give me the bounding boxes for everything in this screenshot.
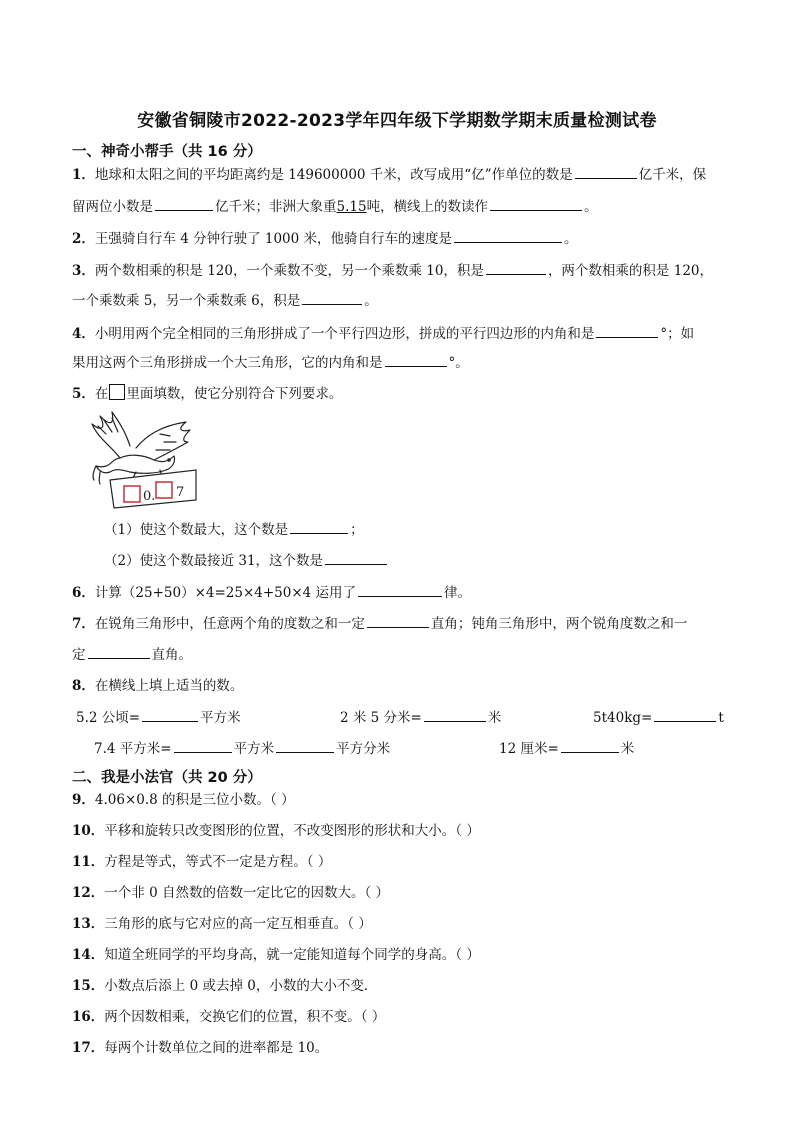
underlined-number: 5.15 bbox=[336, 199, 367, 215]
item-text: 米 bbox=[620, 741, 635, 757]
question-number: 2． bbox=[72, 231, 95, 247]
answer-blank[interactable] bbox=[155, 196, 213, 211]
question-text: °；如 bbox=[660, 326, 695, 342]
question-text: 吨，横线上的数读作 bbox=[366, 199, 489, 215]
answer-blank[interactable] bbox=[561, 738, 619, 753]
answer-blank[interactable] bbox=[454, 228, 562, 243]
question-text: 律。 bbox=[444, 585, 472, 601]
question-4-line-2 bbox=[72, 352, 469, 373]
question-1-line-2 bbox=[72, 196, 598, 217]
question-text: 两个数相乘的积是 120，一个乘数不变，另一个乘数乘 10，积是 bbox=[94, 263, 484, 279]
question-text: 留两位小数是 bbox=[72, 199, 153, 215]
question-number: 9． bbox=[72, 792, 95, 808]
question-number: 16． bbox=[72, 1009, 105, 1025]
question-number: 6． bbox=[72, 585, 95, 601]
sign-text-end: 7 bbox=[176, 485, 185, 500]
question-text: 地球和太阳之间的平均距离约是 149600000 千米，改写成用“亿”作单位的数是 bbox=[94, 167, 573, 183]
question-text: 在横线上填上适当的数。 bbox=[94, 678, 244, 694]
question-text: 亿千米；非洲大象重 bbox=[215, 199, 337, 215]
question-16 bbox=[72, 1007, 385, 1027]
question-number: 11． bbox=[72, 854, 105, 870]
question-text: 果用这两个三角形拼成一个大三角形，它的内角和是 bbox=[72, 355, 383, 371]
answer-blank[interactable] bbox=[88, 644, 150, 659]
question-text: 方程是等式，等式不一定是方程。（ ） bbox=[104, 854, 332, 870]
answer-blank[interactable] bbox=[486, 260, 546, 275]
conversion-item-3 bbox=[593, 707, 724, 728]
answer-blank[interactable] bbox=[596, 323, 658, 338]
question-text: 亿千米，保 bbox=[638, 167, 707, 183]
answer-blank[interactable] bbox=[142, 707, 198, 722]
question-11 bbox=[72, 852, 331, 872]
question-text: ，两个数相乘的积是 120， bbox=[547, 263, 713, 279]
question-4-line-1 bbox=[72, 323, 694, 344]
question-1-line-1 bbox=[72, 164, 706, 185]
question-text: 里面填数，使它分别符合下列要求。 bbox=[126, 386, 343, 402]
item-text: 平方分米 bbox=[336, 741, 391, 757]
question-text: 每两个计数单位之间的进率都是 10。 bbox=[104, 1040, 329, 1056]
answer-blank[interactable] bbox=[325, 550, 387, 565]
question-number: 5． bbox=[72, 386, 95, 402]
item-text: 5t40kg= bbox=[593, 710, 653, 726]
answer-blank[interactable] bbox=[385, 352, 447, 367]
question-12 bbox=[72, 883, 389, 903]
item-text: t bbox=[718, 710, 724, 726]
exam-title: 安徽省铜陵市2022-2023学年四年级下学期数学期末质量检测试卷 bbox=[137, 111, 657, 131]
answer-blank[interactable] bbox=[575, 164, 637, 179]
question-number: 1． bbox=[72, 167, 95, 183]
answer-blank[interactable] bbox=[276, 738, 334, 753]
conversion-item-5 bbox=[499, 738, 634, 759]
dove-right-wing bbox=[136, 422, 190, 460]
question-8 bbox=[72, 676, 243, 696]
question-text: 王强骑自行车 4 分钟行驶了 1000 米，他骑自行车的速度是 bbox=[94, 231, 453, 247]
item-text: 米 bbox=[487, 710, 502, 726]
item-text: 2 米 5 分米= bbox=[340, 710, 422, 726]
question-text: ； bbox=[350, 522, 364, 538]
question-text: 直角；钝角三角形中，两个锐角度数之和一 bbox=[430, 616, 688, 632]
question-17 bbox=[72, 1038, 328, 1058]
question-number: 15． bbox=[72, 978, 105, 994]
question-6 bbox=[72, 582, 471, 603]
question-3-line-2 bbox=[72, 290, 378, 311]
answer-blank[interactable] bbox=[367, 613, 429, 628]
question-number: 4． bbox=[72, 326, 95, 342]
question-7-line-2 bbox=[72, 644, 192, 665]
question-text: 两个因数相乘，交换它们的位置，积不变。（ ） bbox=[104, 1009, 386, 1025]
question-number: 10． bbox=[72, 823, 105, 839]
question-2 bbox=[72, 228, 578, 249]
question-text: 一个非 0 自然数的倍数一定比它的因数大。（ ） bbox=[104, 885, 390, 901]
question-number: 8． bbox=[72, 678, 95, 694]
question-number: 14． bbox=[72, 947, 105, 963]
question-text: 知道全班同学的平均身高，就一定能知道每个同学的身高。（ ） bbox=[104, 947, 480, 963]
question-text: 在 bbox=[94, 386, 109, 402]
section-2-heading: 二、我是小法官（共 20 分） bbox=[72, 770, 262, 786]
answer-blank[interactable] bbox=[290, 519, 348, 534]
question-13 bbox=[72, 914, 372, 934]
item-text: 5.2 公顷= bbox=[76, 710, 141, 726]
item-text: 12 厘米= bbox=[499, 741, 559, 757]
question-text: 三角形的底与它对应的高一定互相垂直。（ ） bbox=[104, 916, 372, 932]
question-text: 。 bbox=[564, 231, 578, 247]
answer-blank[interactable] bbox=[654, 707, 716, 722]
question-text: 在锐角三角形中，任意两个角的度数之和一定 bbox=[94, 616, 365, 632]
question-text: 小明用两个完全相同的三角形拼成了一个平行四边形，拼成的平行四边形的内角和是 bbox=[94, 326, 595, 342]
question-number: 13． bbox=[72, 916, 105, 932]
fill-box-icon bbox=[109, 384, 125, 400]
question-5 bbox=[72, 384, 342, 404]
question-number: 12． bbox=[72, 885, 105, 901]
item-text: 平方米 bbox=[200, 710, 241, 726]
question-text: 一个乘数乘 5，另一个乘数乘 6，积是 bbox=[72, 293, 301, 309]
dove-left-wing bbox=[92, 412, 130, 458]
question-text: °。 bbox=[448, 355, 469, 371]
conversion-item-4 bbox=[94, 738, 390, 759]
question-text: 直角。 bbox=[151, 647, 192, 663]
question-14 bbox=[72, 945, 480, 965]
question-number: 7． bbox=[72, 616, 95, 632]
question-text: 平移和旋转只改变图形的位置，不改变图形的形状和大小。（ ） bbox=[104, 823, 480, 839]
question-text: （2）使这个数最接近 31，这个数是 bbox=[104, 553, 324, 569]
question-15 bbox=[72, 976, 377, 996]
item-text: 7.4 平方米= bbox=[94, 741, 172, 757]
question-3-line-1 bbox=[72, 260, 713, 281]
question-text: 计算（25+50）×4=25×4+50×4 运用了 bbox=[94, 585, 357, 601]
question-5-sub-2 bbox=[104, 550, 389, 571]
question-number: 17． bbox=[72, 1040, 105, 1056]
conversion-item-1 bbox=[76, 707, 241, 728]
question-text: 小数点后添上 0 或去掉 0，小数的大小不变． bbox=[104, 978, 378, 994]
question-9 bbox=[72, 790, 295, 810]
conversion-item-2 bbox=[340, 707, 501, 728]
dove-holding-sign-illustration bbox=[90, 410, 200, 510]
question-number: 3． bbox=[72, 263, 95, 279]
question-text: 。 bbox=[584, 199, 598, 215]
question-text: 。 bbox=[364, 293, 378, 309]
question-7-line-1 bbox=[72, 613, 687, 634]
answer-blank[interactable] bbox=[358, 582, 442, 597]
answer-blank[interactable] bbox=[490, 196, 582, 211]
answer-blank[interactable] bbox=[302, 290, 362, 305]
question-text: （1）使这个数最大，这个数是 bbox=[104, 522, 289, 538]
dove-body bbox=[96, 455, 175, 473]
answer-blank[interactable] bbox=[174, 738, 232, 753]
question-5-sub-1 bbox=[104, 519, 364, 540]
item-text: 平方米 bbox=[233, 741, 275, 757]
question-text: 定 bbox=[72, 647, 86, 663]
question-10 bbox=[72, 821, 480, 841]
answer-blank[interactable] bbox=[424, 707, 486, 722]
section-1-heading: 一、神奇小帮手（共 16 分） bbox=[72, 144, 262, 160]
question-text: 4.06×0.8 的积是三位小数。（ ） bbox=[94, 792, 295, 808]
number-sign bbox=[110, 470, 196, 508]
sign-text-mid: 0. bbox=[143, 489, 156, 504]
